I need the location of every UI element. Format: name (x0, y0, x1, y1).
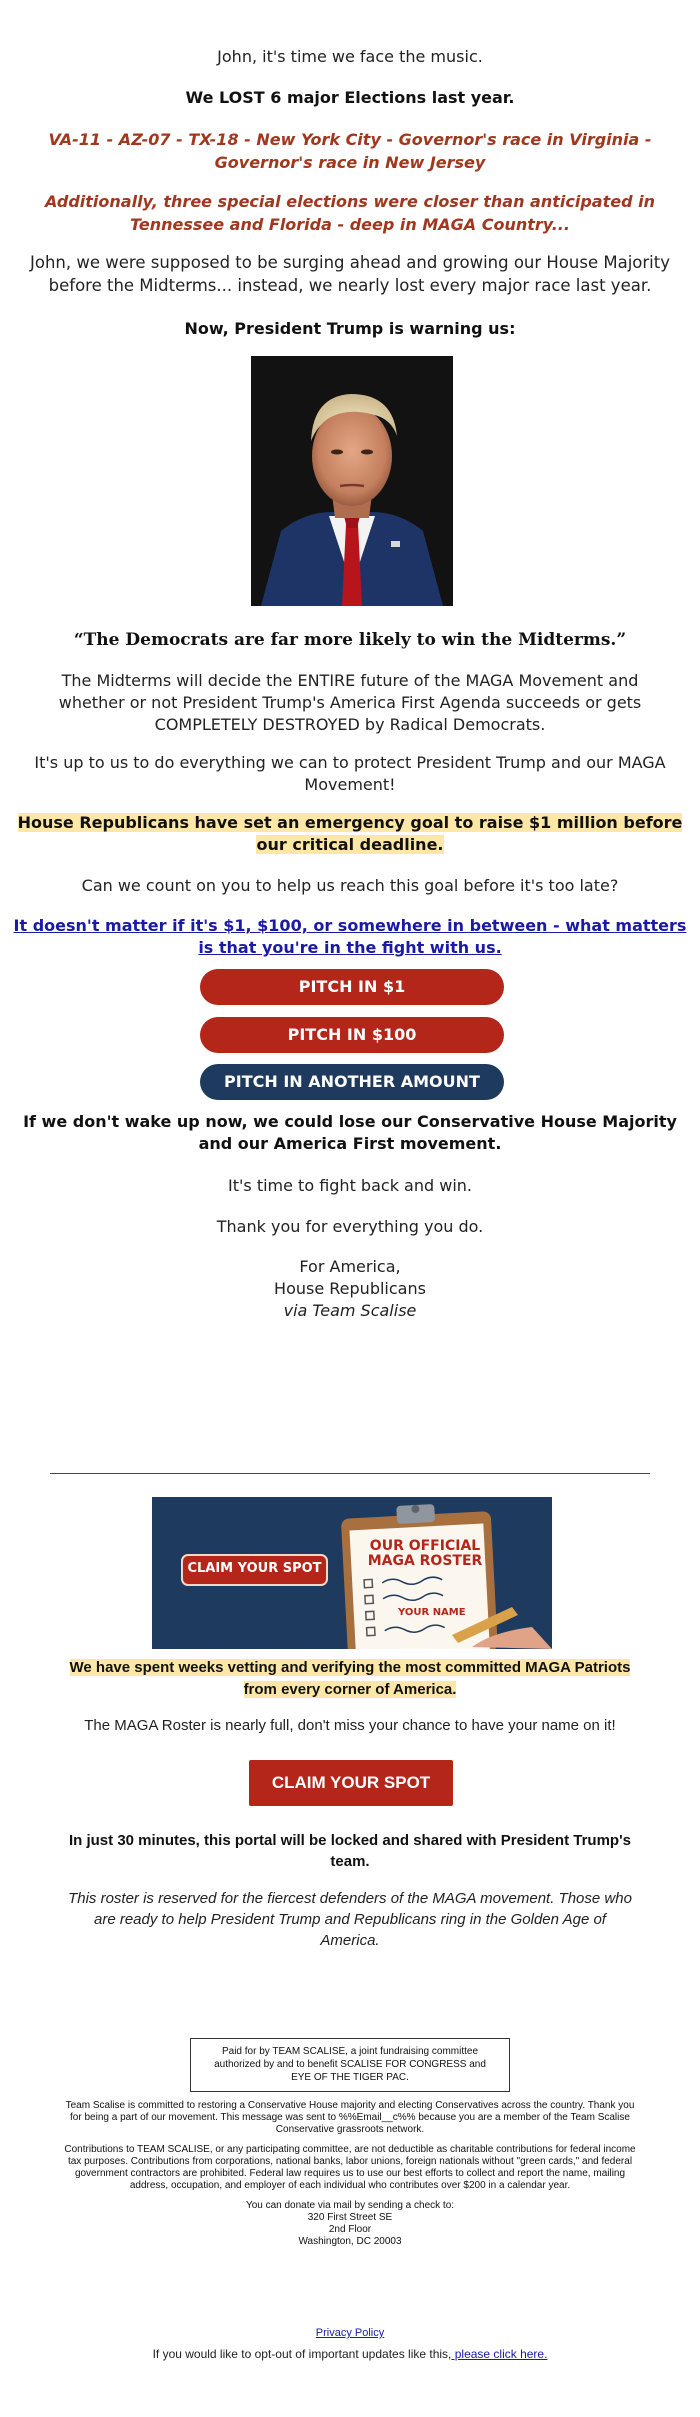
wake-line-1: If we don't wake up now, we could lose our Conservative House Majority (23, 1112, 677, 1131)
midterms-line-3: COMPLETELY DESTROYED by Radical Democrats. (154, 715, 546, 734)
surging-line-1: John, we were supposed to be surging ahead and growing our House Majority (30, 253, 670, 272)
mailing-address (0, 2200, 700, 2248)
portal-line-2: team. (330, 1853, 370, 1870)
contributions-paragraph (0, 2144, 700, 2192)
midterms-line-2: whether or not President Trump's America First Agenda succeeds or gets (58, 693, 642, 712)
donate-link-line-1[interactable]: It doesn't matter if it's $1, $100, or somewhere in between - what matters (13, 916, 687, 935)
reserved-line-3: America. (320, 1932, 380, 1949)
pitch-in-100-button[interactable]: PITCH IN $100 (200, 1017, 504, 1053)
banner-your-name: YOUR NAME (398, 1607, 466, 1618)
intro-line: John, it's time we face the music. (217, 47, 483, 66)
banner-title (360, 1539, 490, 1569)
claim-your-spot-button[interactable]: CLAIM YOUR SPOT (249, 1760, 453, 1806)
contrib-line-4: address, occupation, and employer of each individual who contributes over $200 in a calendar year. (129, 2180, 571, 2191)
committed-line-2: for being a part of our movement. This message was sent to %%Email__c%% because you are a member of the Team Scalise (70, 2112, 630, 2123)
midterms-line-1: The Midterms will decide the ENTIRE future of the MAGA Movement and (61, 671, 639, 690)
goal-line-2: our critical deadline. (256, 835, 444, 854)
opt-out-row (0, 2347, 700, 2361)
contrib-line-3: government contractors are prohibited. Federal law requires us to use our best efforts to collect and report the name, mailing (74, 2168, 626, 2179)
trump-quote: “The Democrats are far more likely to win the Midterms.” (73, 630, 627, 650)
thank-you-line: Thank you for everything you do. (216, 1217, 484, 1236)
donate-link-paragraph (0, 915, 700, 959)
races-list (0, 128, 700, 174)
portal-line-1: In just 30 minutes, this portal will be locked and shared with President Trump's (68, 1832, 632, 1849)
midterms-paragraph (0, 670, 700, 736)
special-elections (0, 190, 700, 236)
fight-back-line: It's time to fight back and win. (228, 1176, 472, 1195)
wake-up-paragraph (0, 1111, 700, 1155)
count-on-line: Can we count on you to help us reach this goal before it's too late? (81, 876, 619, 895)
address-line-2: 2nd Floor (328, 2224, 372, 2235)
signoff-line-2: House Republicans (274, 1279, 426, 1298)
surging-line-2: before the Midterms... instead, we nearly lost every major race last year. (48, 276, 652, 295)
vetting-line-1: We have spent weeks vetting and verifying the most committed MAGA Patriots (69, 1659, 631, 1676)
goal-paragraph (0, 812, 700, 856)
signoff-line-1: For America, (299, 1257, 401, 1276)
contrib-line-2: tax purposes. Contributions from corporations, national banks, labor unions, foreign nationals without "green cards," and federal (67, 2156, 633, 2167)
paid-line-1: Paid for by TEAM SCALISE, a joint fundraising committee (221, 2046, 479, 2057)
reserved-line-1: This roster is reserved for the fiercest defenders of the MAGA movement. Those who (68, 1890, 632, 1907)
reserved-paragraph (0, 1888, 700, 1951)
protect-line-1: It's up to us to do everything we can to protect President Trump and our MAGA (34, 753, 666, 772)
signature (0, 1256, 700, 1322)
races-line-2: Governor's race in New Jersey (214, 153, 486, 172)
address-line-3: Washington, DC 20003 (298, 2236, 402, 2247)
pitch-in-1-button[interactable]: PITCH IN $1 (200, 969, 504, 1005)
warning-line: Now, President Trump is warning us: (184, 319, 516, 338)
donate-link-line-2[interactable]: is that you're in the fight with us. (198, 938, 502, 957)
donate-mail-line: You can donate via mail by sending a check to: (245, 2200, 455, 2211)
contrib-line-1: Contributions to TEAM SCALISE, or any participating committee, are not deductible as charitable contributions for federal income (64, 2144, 636, 2155)
lost-heading: We LOST 6 major Elections last year. (185, 88, 515, 107)
banner-claim-label: CLAIM YOUR SPOT (187, 1561, 322, 1576)
committed-line-1: Team Scalise is committed to restoring a Conservative House majority and electing Conservatives across the country. Thank you (65, 2100, 635, 2111)
president-portrait (251, 356, 453, 606)
vetting-paragraph (0, 1657, 700, 1701)
opt-out-link[interactable]: please click here. (451, 2347, 548, 2361)
portrait-illustration (251, 356, 453, 606)
surging-paragraph (0, 251, 700, 297)
portal-paragraph (0, 1830, 700, 1872)
goal-line-1: House Republicans have set an emergency goal to raise $1 million before (17, 813, 683, 832)
paid-line-3: EYE OF THE TIGER PAC. (291, 2072, 409, 2083)
maga-roster-banner[interactable] (152, 1497, 552, 1649)
nearly-full-line: The MAGA Roster is nearly full, don't miss your chance to have your name on it! (84, 1717, 616, 1734)
committed-paragraph (0, 2100, 700, 2136)
banner-title-line-2: MAGA ROSTER (367, 1553, 483, 1569)
paid-for-disclaimer (190, 2038, 510, 2092)
special-line-1: Additionally, three special elections were closer than anticipated in (44, 192, 655, 211)
privacy-row (0, 2327, 700, 2339)
races-line-1: VA-11 - AZ-07 - TX-18 - New York City - Governor's race in Virginia - (48, 130, 652, 149)
protect-line-2: Movement! (304, 775, 396, 794)
special-line-2: Tennessee and Florida - deep in MAGA Country... (130, 215, 570, 234)
protect-paragraph (0, 752, 700, 796)
address-line-1: 320 First Street SE (307, 2212, 393, 2223)
wake-line-2: and our America First movement. (198, 1134, 502, 1153)
pitch-in-another-amount-button[interactable]: PITCH IN ANOTHER AMOUNT (200, 1064, 504, 1100)
banner-title-line-1: OUR OFFICIAL (369, 1538, 481, 1554)
signoff-line-3: via Team Scalise (283, 1301, 417, 1320)
privacy-policy-link[interactable]: Privacy Policy (315, 2327, 385, 2339)
paid-line-2: authorized by and to benefit SCALISE FOR CONGRESS and (214, 2059, 486, 2070)
vetting-line-2: from every corner of America. (243, 1681, 457, 1698)
opt-out-text: If you would like to opt-out of important updates like this, (152, 2347, 452, 2361)
committed-line-3: Conservative grassroots network. (275, 2124, 425, 2135)
reserved-line-2: are ready to help President Trump and Republicans ring in the Golden Age of (94, 1911, 606, 1928)
section-divider (50, 1473, 650, 1474)
